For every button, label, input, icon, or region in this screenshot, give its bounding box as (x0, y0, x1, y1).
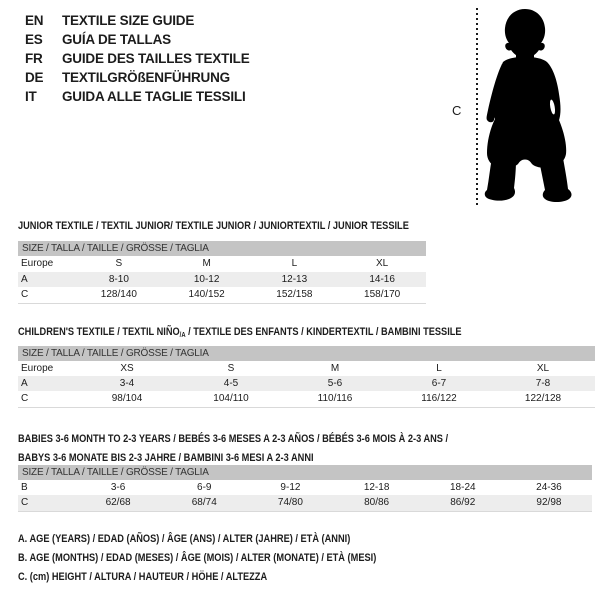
size-header-bar: SIZE / TALLA / TAILLE / GRÖSSE / TAGLIA (18, 241, 426, 256)
age-cell: 5-6 (327, 378, 343, 389)
children-table-title: CHILDREN'S TEXTILE / TEXTIL $NIÑO_{/A}$ / TEXTILE DES ENFANTS / KINDERTEXTIL / BAMBINI TESSILE (18, 326, 462, 339)
size-cell: M (330, 363, 340, 374)
silhouette-head (505, 9, 545, 58)
height-cell: 86/92 (450, 497, 476, 508)
height-cell: 110/116 (317, 393, 353, 404)
height-cell: 116/122 (421, 393, 457, 404)
age-cell: 12-13 (281, 274, 308, 285)
size-cell: XL (376, 258, 389, 269)
language-label: TEXTILGRÖßENFÜHRUNG (62, 70, 230, 85)
age-cell: 3-4 (119, 378, 135, 389)
babies-table-title-line1: BABIES 3-6 MONTH TO 2-3 YEARS / BEBÉS 3-6 MESES A 2-3 AÑOS / BÉBÉS 3-6 MOIS À 2-3 ANS / (18, 433, 449, 445)
height-cell: 152/158 (276, 289, 313, 300)
size-cell: S (227, 363, 235, 374)
size-cell: S (115, 258, 123, 269)
note-age-years: A. AGE (YEARS) / EDAD (AÑOS) / ÂGE (ANS) / ALTER (JAHRE) / ETÀ (ANNI) (18, 533, 351, 545)
language-code: ES (25, 32, 43, 47)
age-cell: 7-8 (535, 378, 551, 389)
age-cell: 18-24 (449, 482, 476, 493)
size-cell: L (291, 258, 298, 269)
babies-table-title-line2: BABYS 3-6 MONATE BIS 2-3 JAHRE / BAMBINI 3-6 MESI A 2-3 ANNI (18, 452, 314, 464)
size-cell: L (436, 363, 442, 374)
row-label: Europe (21, 258, 54, 269)
age-cell: 4-5 (223, 378, 239, 389)
size-cell: M (202, 258, 211, 269)
age-cell: 12-18 (363, 482, 390, 493)
subscript: /A (179, 332, 186, 339)
age-cell: 9-12 (280, 482, 301, 493)
age-cell: 24-36 (536, 482, 562, 493)
language-label: GUIDA ALLE TAGLIE TESSILI (62, 89, 246, 104)
babies-size-table (18, 465, 592, 512)
language-code: IT (25, 89, 37, 104)
junior-table-title: JUNIOR TEXTILE / TEXTIL JUNIOR/ TEXTILE JUNIOR / JUNIORTEXTIL / JUNIOR TESSILE (18, 220, 409, 232)
height-cell: 74/80 (277, 497, 303, 508)
table-row (18, 495, 592, 511)
children-size-table (18, 346, 595, 408)
language-code: DE (25, 70, 44, 85)
height-cell: 92/98 (536, 497, 562, 508)
language-label: GUÍA DE TALLAS (62, 32, 171, 47)
height-cell: 158/170 (364, 289, 401, 300)
language-row (25, 87, 250, 106)
height-cell: 80/86 (364, 497, 390, 508)
language-row (25, 30, 250, 49)
row-label: B (21, 482, 28, 493)
size-cell: XS (120, 363, 134, 374)
age-cell: 6-7 (431, 378, 447, 389)
row-label: Europe (21, 363, 54, 374)
height-cell: 104/110 (213, 393, 249, 404)
row-label: A (21, 378, 28, 389)
silhouette-right-leg (539, 158, 572, 202)
table-row (18, 391, 595, 407)
row-label: C (21, 497, 29, 508)
baby-silhouette-figure (483, 8, 575, 207)
age-cell: 8-10 (108, 274, 129, 285)
language-guide-list (25, 11, 250, 106)
language-code: FR (25, 51, 43, 66)
height-cell: 62/68 (105, 497, 131, 508)
table-row (18, 287, 426, 303)
size-cell: XL (536, 363, 550, 374)
language-row (25, 11, 250, 30)
note-age-months: B. AGE (MONTHS) / EDAD (MESES) / ÂGE (MOIS) / ALTER (MONATE) / ETÀ (MESI) (18, 552, 377, 564)
height-dimension-label: C (452, 103, 462, 118)
language-code: EN (25, 13, 44, 28)
note-height-cm: C. (cm) HEIGHT / ALTURA / HAUTEUR / HÖHE / ALTEZZA (18, 571, 268, 583)
age-cell: 10-12 (193, 274, 220, 285)
age-cell: 6-9 (197, 482, 212, 493)
size-header-bar: SIZE / TALLA / TAILLE / GRÖSSE / TAGLIA (18, 346, 595, 361)
height-cell: 122/128 (524, 393, 562, 404)
size-header-bar: SIZE / TALLA / TAILLE / GRÖSSE / TAGLIA (18, 465, 592, 480)
age-cell: 14-16 (369, 274, 395, 285)
silhouette-left-leg (485, 158, 516, 201)
language-label: GUIDE DES TAILLES TEXTILE (62, 51, 250, 66)
row-label: C (21, 289, 29, 300)
language-row (25, 49, 250, 68)
height-dimension-dotted-line (476, 8, 478, 208)
height-cell: 128/140 (100, 289, 137, 300)
language-row (25, 68, 250, 87)
table-row (18, 361, 595, 376)
row-label: C (21, 393, 29, 404)
table-row (18, 376, 595, 391)
junior-size-table (18, 241, 426, 304)
height-cell: 68/74 (191, 497, 217, 508)
height-cell: 98/104 (111, 393, 143, 404)
table-row (18, 480, 592, 495)
table-row (18, 256, 426, 272)
table-row (18, 272, 426, 287)
height-cell: 140/152 (188, 289, 225, 300)
language-label: TEXTILE SIZE GUIDE (62, 13, 195, 28)
row-label: A (21, 274, 28, 285)
age-cell: 3-6 (110, 482, 126, 493)
